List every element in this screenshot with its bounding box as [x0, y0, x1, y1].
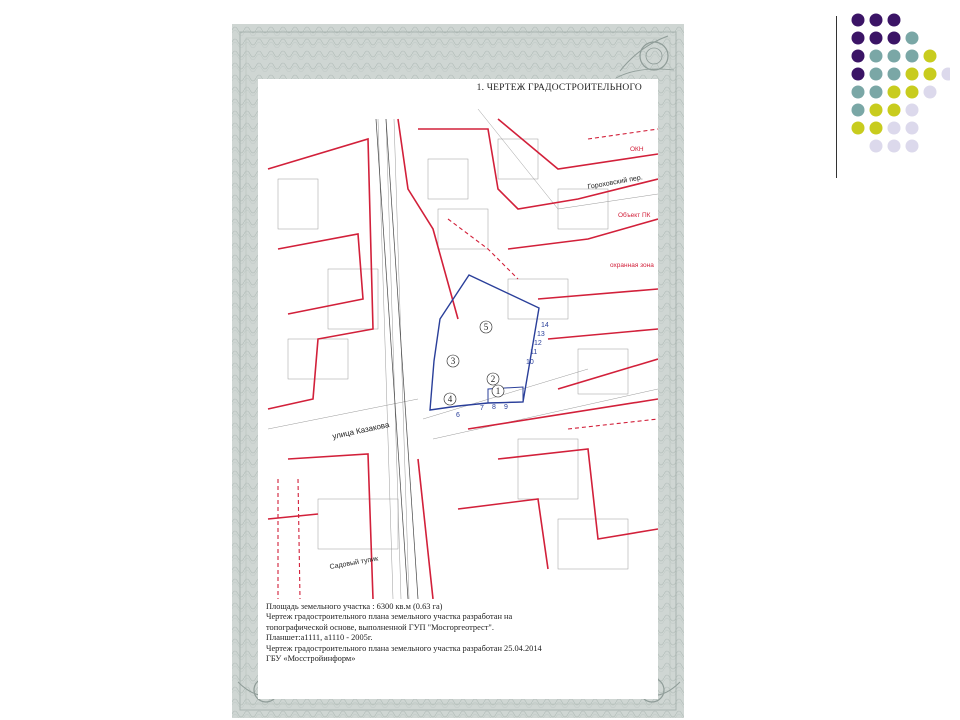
corner-ornament-icon — [610, 26, 680, 86]
decorative-dot — [906, 104, 919, 117]
street-label: улица Казакова — [331, 420, 391, 441]
decorative-dot — [870, 68, 883, 81]
decorative-dot — [888, 50, 901, 63]
red-boundary-lines — [268, 119, 658, 599]
map-label: Объект ПК — [618, 212, 651, 219]
decorative-dot — [906, 122, 919, 135]
decorative-dot — [942, 68, 951, 81]
plan-note: Планшет:а1111, а1110 - 2005г. — [266, 633, 373, 643]
street-label: Садовый тупик — [329, 555, 379, 571]
decorative-dot — [888, 122, 901, 135]
decorative-dot — [924, 50, 937, 63]
decorative-dot — [852, 104, 865, 117]
map-label: охранная зона — [610, 262, 654, 269]
plan-note: топографической основе, выполненной ГУП "Мосгоргеотрест". — [266, 622, 494, 632]
decorative-dot — [870, 86, 883, 99]
site-boundary — [430, 275, 539, 410]
point-label: 13 — [537, 331, 545, 338]
decorative-dot — [906, 68, 919, 81]
decorative-dot — [888, 68, 901, 81]
decorative-dot — [924, 68, 937, 81]
decorative-dot — [888, 140, 901, 153]
decorative-dot — [888, 86, 901, 99]
scanned-document — [232, 24, 684, 718]
plan-note: Чертеж градостроительного плана земельного участка разработан 25.04.2014 — [266, 643, 542, 653]
railway-track — [376, 119, 418, 599]
decorative-dot — [852, 50, 865, 63]
decorative-dot — [870, 50, 883, 63]
red-dashed-lines — [278, 129, 658, 599]
decorative-dot — [852, 32, 865, 45]
decorative-dot — [906, 86, 919, 99]
plan-note: Чертеж градостроительного плана земельного участка разработан на — [266, 612, 513, 622]
decorative-dot — [870, 14, 883, 27]
decorative-dot — [906, 50, 919, 63]
decorative-dot — [852, 122, 865, 135]
plan-note: Площадь земельного участка : 6300 кв.м (0.63 га) — [266, 602, 443, 611]
decorative-dot — [870, 122, 883, 135]
point-label: 8 — [492, 404, 496, 411]
street-label: Гороховский пер. — [587, 174, 644, 191]
decorative-dot — [888, 14, 901, 27]
zone-label: 2 — [490, 374, 496, 384]
point-label: 14 — [541, 322, 549, 329]
point-label: 6 — [456, 412, 460, 419]
decorative-dot-grid — [850, 12, 950, 162]
point-label: 9 — [504, 404, 508, 411]
zone-label: 1 — [495, 386, 501, 396]
zone-label: 5 — [483, 322, 489, 332]
decorative-dot — [852, 14, 865, 27]
decorative-dot — [852, 86, 865, 99]
decorative-dot — [870, 32, 883, 45]
map-label: ОКН — [630, 146, 644, 153]
decorative-vertical-rule — [836, 16, 837, 178]
decorative-dot — [906, 140, 919, 153]
decorative-dot — [888, 104, 901, 117]
decorative-dot — [924, 86, 937, 99]
decorative-dot — [870, 104, 883, 117]
zone-label: 3 — [450, 356, 456, 366]
point-label: 10 — [526, 359, 534, 366]
plan-note: ГБУ «Мосстройинформ» — [266, 654, 356, 664]
decorative-dot — [888, 32, 901, 45]
decorative-dot — [870, 140, 883, 153]
point-label: 12 — [534, 340, 542, 347]
decorative-dot — [906, 32, 919, 45]
plot-zone-markers — [444, 321, 504, 405]
decorative-dot — [852, 68, 865, 81]
plan-notes — [266, 602, 654, 664]
point-label: 7 — [480, 405, 484, 412]
zone-label: 4 — [447, 394, 453, 404]
point-label: 11 — [530, 349, 538, 356]
plan-title: 1. ЧЕРТЕЖ ГРАДОСТРОИТЕЛЬНОГО — [476, 83, 642, 93]
plan-sheet — [258, 79, 658, 699]
site-plan-map — [258, 99, 658, 599]
